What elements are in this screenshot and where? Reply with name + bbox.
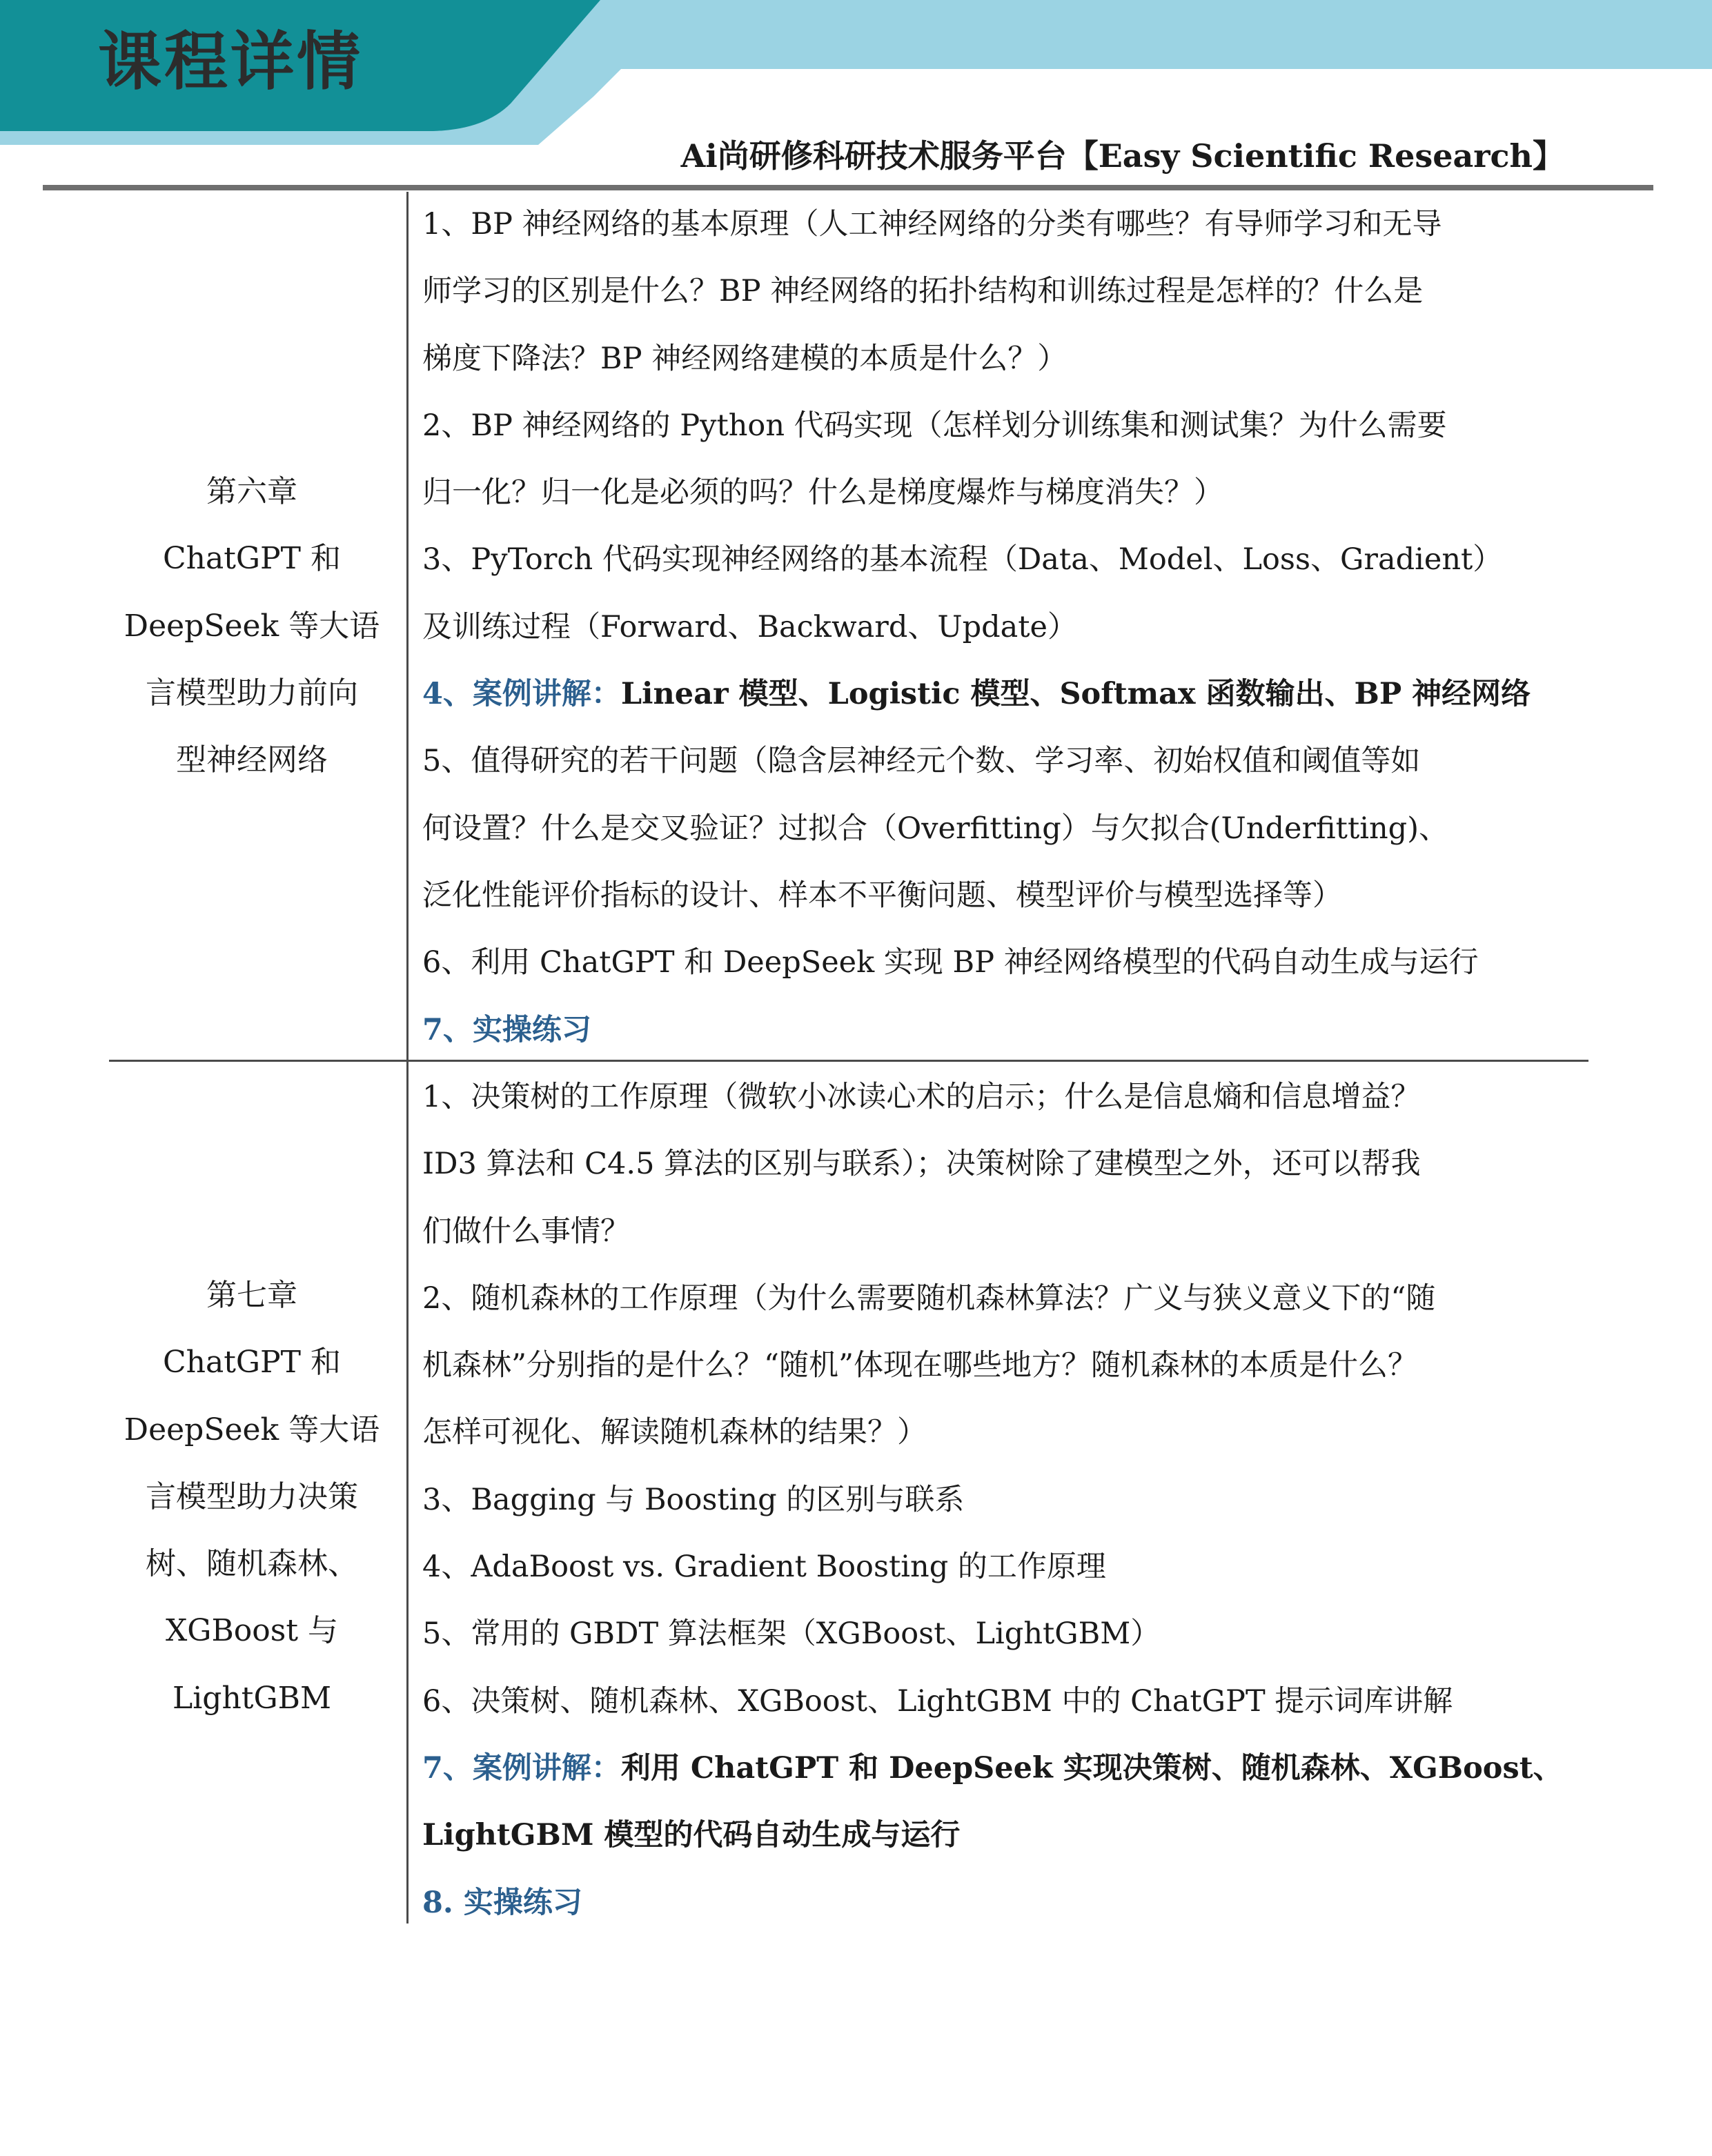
content-line: 5、常用的 GBDT 算法框架（XGBoost、LightGBM） bbox=[422, 1616, 1161, 1652]
case-text: Linear 模型、Logistic 模型、Softmax 函数输出、BP 神经网络 bbox=[620, 677, 1531, 712]
chapter-6-title bbox=[104, 458, 400, 793]
chapter-title-line: 第六章 bbox=[206, 474, 297, 509]
content-line: 及训练过程（Forward、Backward、Update） bbox=[422, 609, 1078, 644]
chapter-title-line: 言模型助力决策 bbox=[146, 1478, 358, 1514]
chapter-title-line: ChatGPT 和 bbox=[162, 1345, 341, 1381]
content-line: 归一化？归一化是必须的吗？什么是梯度爆炸与梯度消失？） bbox=[422, 475, 1223, 511]
chapter-title-line: 言模型助力前向 bbox=[146, 675, 358, 711]
content-line: 何设置？什么是交叉验证？过拟合（Overfitting）与欠拟合(Underfitting)、 bbox=[422, 811, 1448, 846]
content-line-highlight bbox=[422, 1870, 1651, 1937]
chapter-title-line: 树、随机森林、 bbox=[146, 1546, 358, 1582]
practice-label: 8. 实操练习 bbox=[422, 1885, 582, 1920]
chapter-title-line: 型神经网络 bbox=[176, 742, 328, 778]
chapter-title-line: 第七章 bbox=[206, 1278, 297, 1313]
content-line: 怎样可视化、解读随机森林的结果？） bbox=[422, 1415, 927, 1450]
content-line: 3、Bagging 与 Boosting 的区别与联系 bbox=[422, 1482, 965, 1517]
content-line: 2、BP 神经网络的 Python 代码实现（怎样划分训练集和测试集？为什么需要 bbox=[422, 408, 1447, 443]
case-text: 利用 ChatGPT 和 DeepSeek 实现决策树、随机森林、XGBoost、 bbox=[620, 1750, 1563, 1786]
content-line: 5、值得研究的若干问题（隐含层神经元个数、学习率、初始权值和阈值等如 bbox=[422, 744, 1421, 779]
chapter-7-content bbox=[422, 1064, 1651, 1937]
content-line: 4、AdaBoost vs. Gradient Boosting 的工作原理 bbox=[422, 1550, 1106, 1585]
content-line-highlight bbox=[422, 997, 1651, 1064]
content-line: 2、随机森林的工作原理（为什么需要随机森林算法？广义与狭义意义下的“随 bbox=[422, 1280, 1436, 1316]
content-line: 梯度下降法？BP 神经网络建模的本质是什么？） bbox=[422, 341, 1067, 376]
chapter-title-line: LightGBM bbox=[172, 1680, 331, 1716]
chapter-title-line: DeepSeek 等大语 bbox=[124, 608, 380, 644]
page-title: 课程详情 bbox=[98, 25, 364, 99]
content-line-highlight bbox=[422, 1802, 1651, 1869]
content-line: 1、决策树的工作原理（微软小冰读心术的启示；什么是信息熵和信息增益？ bbox=[422, 1080, 1421, 1114]
chapter-title-line: XGBoost 与 bbox=[165, 1613, 339, 1649]
content-line-highlight bbox=[422, 1735, 1651, 1802]
table-column-divider bbox=[406, 192, 409, 1923]
content-line: ID3 算法和 C4.5 算法的区别与联系）；决策树除了建模型之外，还可以帮我 bbox=[422, 1147, 1421, 1182]
chapter-7-title bbox=[104, 1262, 400, 1732]
case-text-continued: LightGBM 模型的代码自动生成与运行 bbox=[422, 1818, 961, 1853]
content-line: 泛化性能评价指标的设计、样本不平衡问题、模型评价与模型选择等） bbox=[422, 878, 1342, 913]
content-line: 6、决策树、随机森林、XGBoost、LightGBM 中的 ChatGPT 提示词库讲解 bbox=[422, 1683, 1453, 1719]
chapter-6-content bbox=[422, 191, 1651, 1064]
content-line: 机森林”分别指的是什么？“随机”体现在哪些地方？随机森林的本质是什么？ bbox=[422, 1348, 1417, 1383]
case-label: 4、案例讲解： bbox=[422, 677, 621, 712]
case-label: 7、案例讲解： bbox=[422, 1750, 621, 1786]
content-line: 们做什么事情？ bbox=[422, 1214, 630, 1249]
chapter-title-line: ChatGPT 和 bbox=[162, 541, 341, 577]
header-divider bbox=[43, 185, 1653, 190]
content-line: 3、PyTorch 代码实现神经网络的基本流程（Data、Model、Loss、Gradient） bbox=[422, 542, 1503, 577]
content-line: 6、利用 ChatGPT 和 DeepSeek 实现 BP 神经网络模型的代码自动生成与运行 bbox=[422, 945, 1479, 980]
content-line: 1、BP 神经网络的基本原理（人工神经网络的分类有哪些？有导师学习和无导 bbox=[422, 207, 1442, 241]
content-line: 师学习的区别是什么？BP 神经网络的拓扑结构和训练过程是怎样的？什么是 bbox=[422, 274, 1424, 309]
platform-name: Ai尚研修科研技术服务平台【Easy Scientific Research】 bbox=[680, 137, 1564, 175]
content-line-highlight bbox=[422, 661, 1651, 728]
chapter-title-line: DeepSeek 等大语 bbox=[124, 1412, 380, 1447]
practice-label: 7、实操练习 bbox=[422, 1012, 591, 1047]
